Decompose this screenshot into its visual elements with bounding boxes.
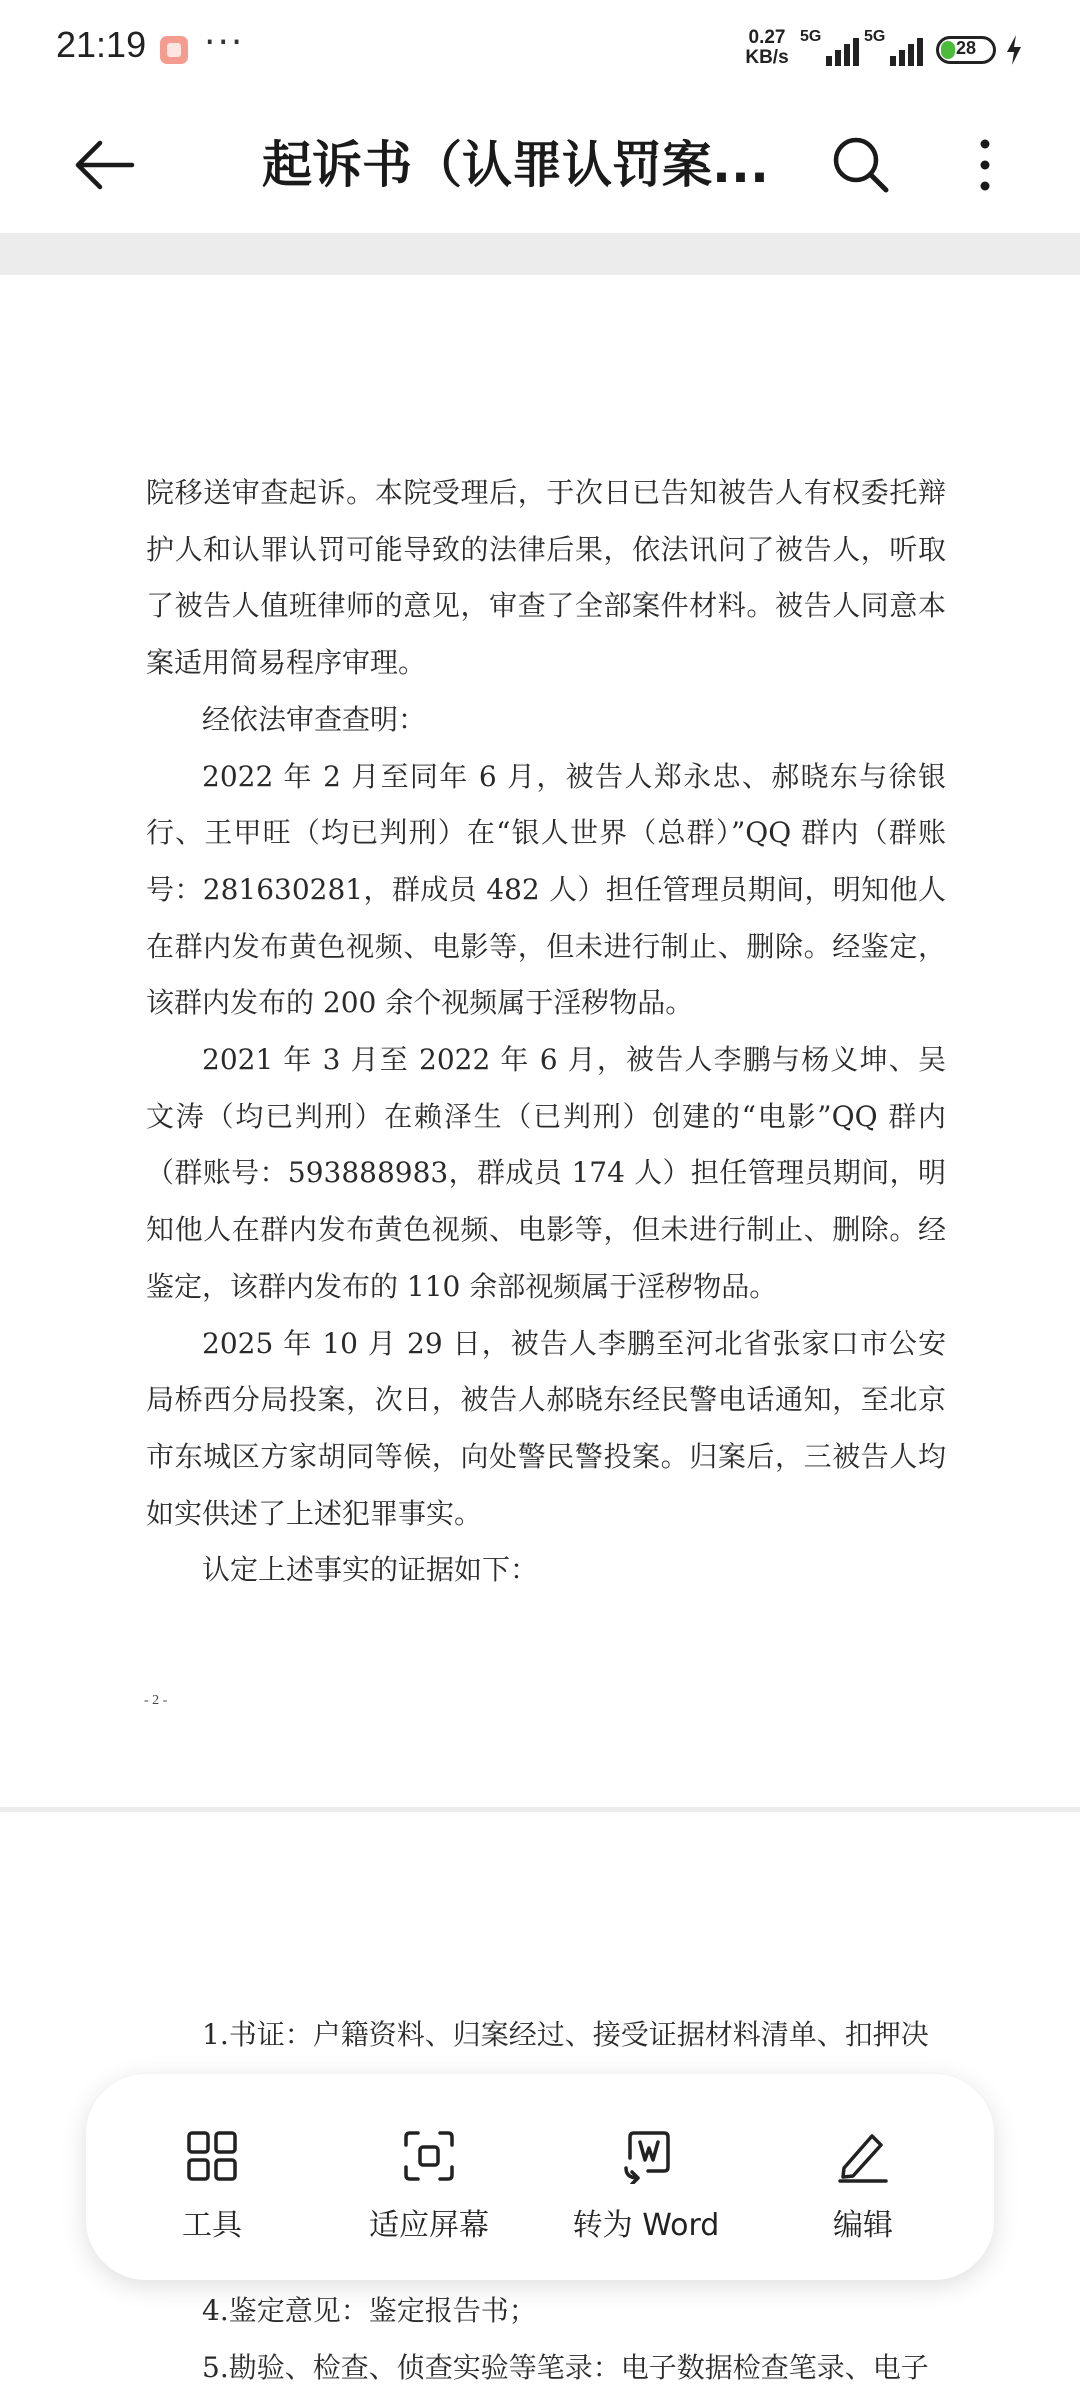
tools-button[interactable]: [112, 2074, 312, 2280]
network-speed-value: 0.27: [748, 27, 786, 48]
paragraph: 院移送审查起诉。本院受理后，于次日已告知被告人有权委托辩护人和认罪认罚可能导致的法律后果，依法讯问了被告人，听取了被告人值班律师的意见，审查了全部案件材料。被告人同意本案适用简易程序审理。: [146, 476, 946, 680]
grid-tools-icon: [184, 2128, 240, 2184]
convert-word-icon: [618, 2128, 674, 2184]
app-bar: [0, 100, 1080, 235]
convert-word-label: 转为 Word: [572, 2208, 720, 2243]
fit-screen-icon: [401, 2128, 457, 2184]
sim1-label: 5G: [800, 28, 822, 45]
paragraph: 2021 年 3 月至 2022 年 6 月，被告人李鹏与杨义坤、吴文涛（均已判刑）在赖泽生（已判刑）创建的“电影”QQ 群内（群账号：593888983，群成员 174 人）担任管理员期间，明知他人在群内发布黄色视频、电影等，但未进行制止、删除。经鉴定，该群内发布的 110 余部视频属于淫秽物品。: [146, 1043, 946, 1303]
tools-label: 工具: [182, 2208, 242, 2243]
edit-button[interactable]: [763, 2074, 963, 2280]
fit-screen-label: 适应屏幕: [369, 2208, 489, 2243]
document-title: 起诉书（认罪认罚案...: [262, 136, 769, 194]
paragraph: 1.书证：户籍资料、归案经过、接受证据材料清单、扣押决: [202, 2018, 929, 2051]
signal-icon: [800, 28, 870, 68]
paragraph: 5.勘验、检查、侦查实验等笔录：电子数据检查笔录、电子: [202, 2350, 929, 2384]
more-vertical-icon[interactable]: [950, 130, 1020, 200]
network-speed: [740, 28, 794, 68]
page-body: [146, 2283, 946, 2396]
more-notifications-icon: ···: [204, 22, 245, 63]
battery-icon: [936, 36, 996, 64]
paragraph: 认定上述事实的证据如下：: [202, 1553, 539, 1587]
charging-icon: [1004, 34, 1024, 66]
page-body: [146, 2007, 946, 2064]
paragraph: 4.鉴定意见：鉴定报告书；: [202, 2294, 537, 2327]
status-bar: [0, 0, 1080, 100]
edit-label: 编辑: [833, 2208, 893, 2243]
sim2-label: 5G: [864, 28, 886, 45]
bottom-toolbar: [86, 2074, 994, 2280]
network-speed-unit: KB/s: [745, 47, 789, 68]
battery-level: 28: [955, 38, 977, 58]
search-icon[interactable]: [826, 130, 896, 200]
back-arrow-icon[interactable]: [70, 130, 140, 200]
paragraph: 2022 年 2 月至同年 6 月，被告人郑永忠、郝晓东与徐银行、王甲旺（均已判刑）在“银人世界（总群）”QQ 群内（群账号：281630281，群成员 482 人）担任管理员期间，明知他人在群内发布黄色视频、电影等，但未进行制止、删除。经鉴定，该群内发布的 200 余个视频属于淫秽物品。: [146, 759, 946, 1020]
app-notification-icon: [160, 36, 188, 64]
page-number: - 2 -: [144, 1693, 168, 1708]
convert-word-button[interactable]: [546, 2074, 746, 2280]
document-page[interactable]: [0, 275, 1080, 1807]
paragraph: 2025 年 10 月 29 日，被告人李鹏至河北省张家口市公安局桥西分局投案，次日，被告人郝晓东经民警电话通知，至北京市东城区方家胡同等候，向处警民警投案。归案后，三被告人均如实供述了上述犯罪事实。: [146, 1326, 946, 1530]
paragraph: 经依法审查查明：: [202, 702, 427, 736]
signal-icon: [864, 28, 934, 68]
edit-pen-icon: [835, 2128, 891, 2184]
page-body: [146, 465, 946, 1599]
fit-screen-button[interactable]: [329, 2074, 529, 2280]
status-time: 21:19: [56, 24, 147, 65]
